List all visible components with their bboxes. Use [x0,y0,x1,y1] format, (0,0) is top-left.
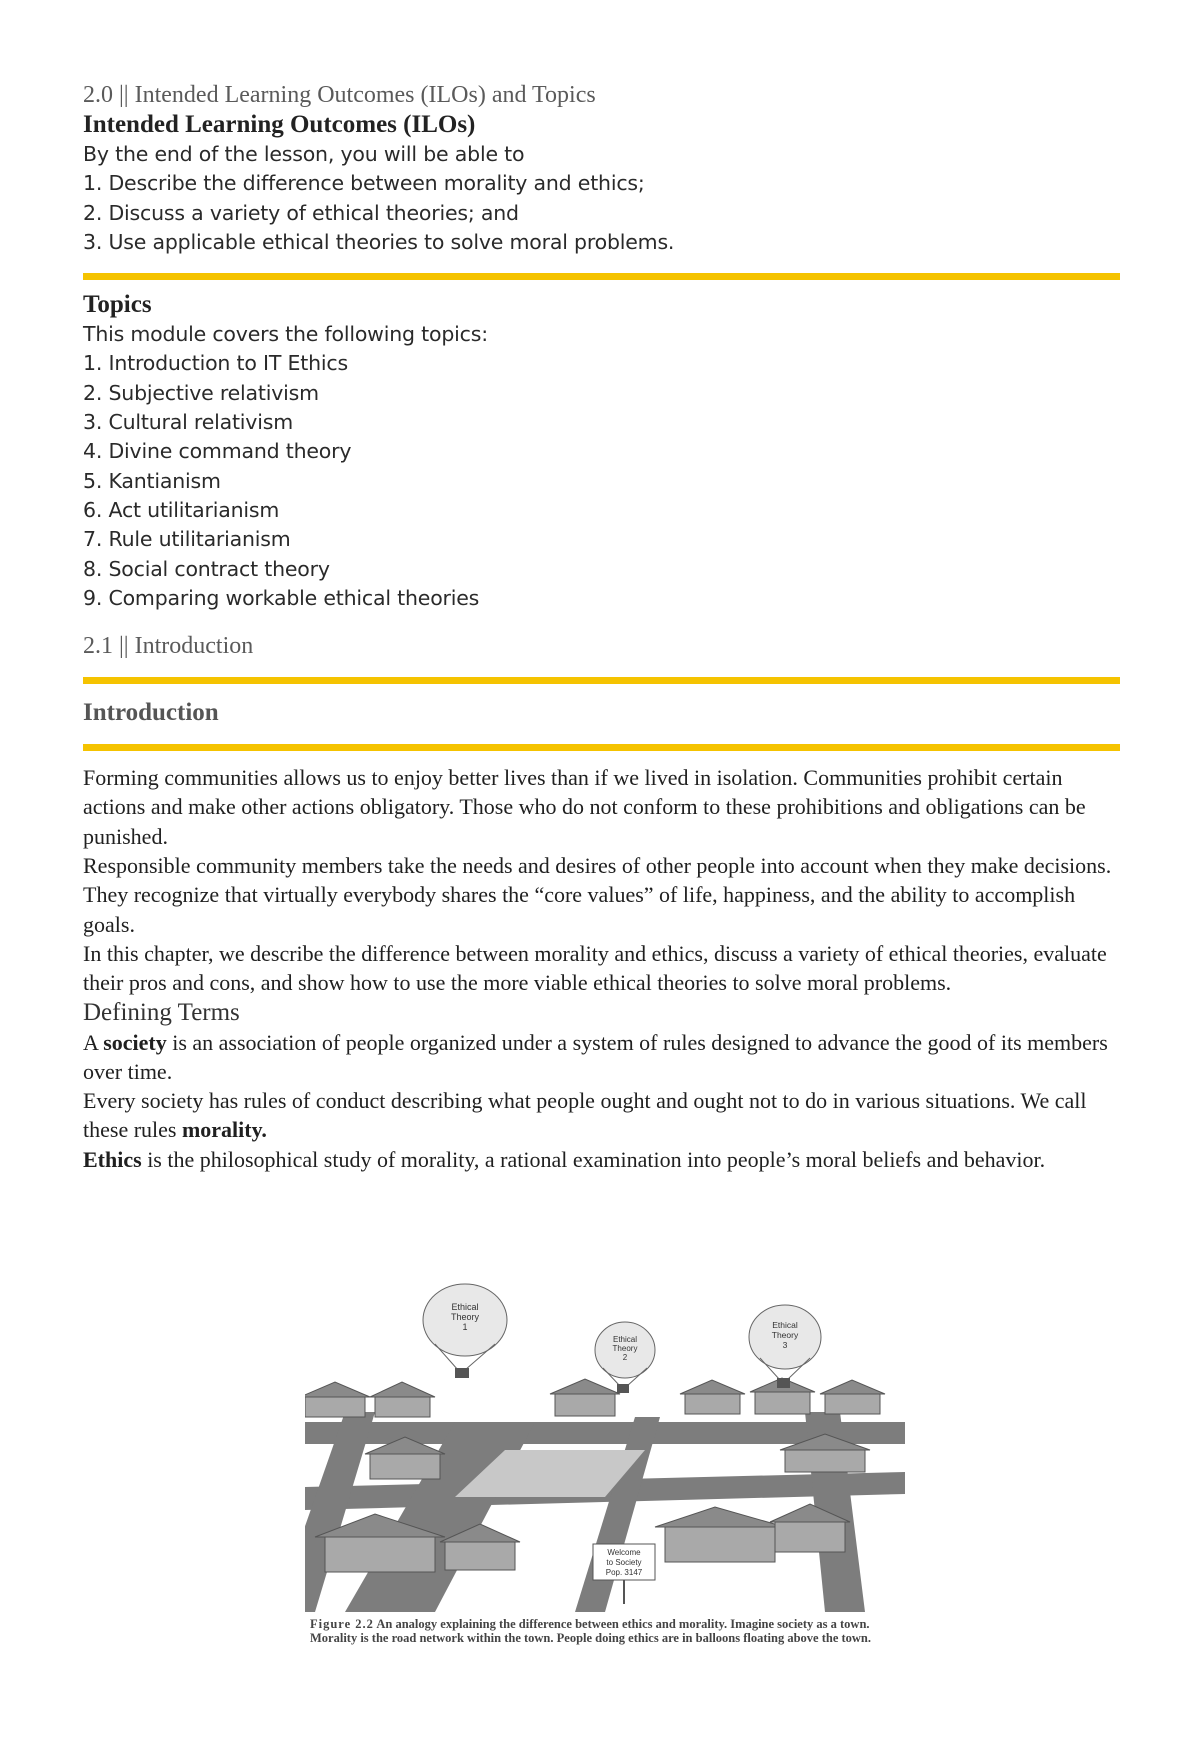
morality-definition: Every society has rules of conduct describing what people ought and ought not to do in various situations. We call these rules morality. [83,1088,1087,1143]
introduction-heading: Introduction [83,699,219,727]
balloon-2 [595,1322,655,1393]
topic-item: 1. Introduction to IT Ethics [83,351,348,376]
ethics-town-figure [305,1282,905,1612]
intro-paragraph: Responsible community members take the needs and desires of other people into account when they make decisions. They recognize that virtually everybody shares the “core values” of life, happiness, and the ability to accomplish goals. [83,853,1112,937]
balloon-3-label: Theory [771,1330,799,1340]
society-definition: A society is an association of people organized under a system of rules designed to advance the good of its members over time. [83,1029,1108,1084]
balloon-3 [749,1305,821,1388]
defining-terms-heading: Defining Terms [83,998,240,1026]
yellow-divider [83,744,1120,751]
ilo-item: 1. Describe the difference between morality and ethics; [83,171,645,196]
topic-item: 9. Comparing workable ethical theories [83,585,480,610]
ethics-term: Ethics [83,1146,142,1172]
ilo-heading: Intended Learning Outcomes (ILOs) [83,111,476,138]
document-page [83,80,1120,1174]
balloon-3-label: Ethical [772,1320,798,1330]
section-title-intro: 2.1 || Introduction [83,633,254,660]
yellow-divider [83,273,1120,280]
intro-paragraph: In this chapter, we describe the difference between morality and ethics, discuss a variety of ethical theories, evaluate their pros and cons, and show how to use the more viable ethical theories to solve moral problems. [83,940,1107,996]
topics-heading: Topics [83,291,152,319]
balloon-1-label: Ethical [451,1302,479,1312]
society-term: society [103,1029,167,1055]
balloon-2-label: Ethical [612,1335,638,1344]
balloon-3-label: 3 [782,1340,788,1350]
topics-intro: This module covers the following topics: [83,322,488,347]
topic-item: 4. Divine command theory [83,439,352,464]
topic-item: 3. Cultural relativism [83,410,293,435]
topic-item: 8. Social contract theory [83,556,330,581]
sign-label: Welcome [607,1548,641,1557]
balloon-1-label: Theory [450,1312,480,1322]
intro-paragraph: Forming communities allows us to enjoy better lives than if we lived in isolation. Communities prohibit certain actions and make other actions obligatory. Those who do not conform to these prohibitions and obligations can be punished. [83,765,1086,849]
section-title-ilo: 2.0 || Intended Learning Outcomes (ILOs) and Topics [83,82,596,108]
figure-caption [310,1617,910,1645]
ilo-item: 2. Discuss a variety of ethical theories; and [83,200,519,225]
topic-item: 5. Kantianism [83,468,221,493]
sign-label: to Society [606,1558,642,1567]
ilo-item: 3. Use applicable ethical theories to solve moral problems. [83,229,675,254]
topic-item: 2. Subjective relativism [83,380,319,405]
ethics-definition: Ethics is the philosophical study of morality, a rational examination into people’s moral beliefs and behavior. [83,1146,1046,1172]
figure-caption-text: An analogy explaining the difference between ethics and morality. Imagine society as a town. Morality is the road network within the town. People doing ethics are in balloons floating above the town. [310,1617,872,1645]
balloon-1 [423,1284,507,1378]
balloon-2-label: Theory [612,1344,638,1353]
morality-term: morality. [181,1117,267,1143]
balloon-1-label: 1 [462,1322,468,1332]
yellow-divider [83,677,1120,684]
balloon-2-label: 2 [622,1353,628,1362]
topic-item: 7. Rule utilitarianism [83,527,291,552]
sign-label: Pop. 3147 [605,1568,643,1577]
topic-item: 6. Act utilitarianism [83,497,280,522]
ilo-intro: By the end of the lesson, you will be able to [83,142,525,166]
figure-caption-label: Figure 2.2 [310,1617,374,1631]
